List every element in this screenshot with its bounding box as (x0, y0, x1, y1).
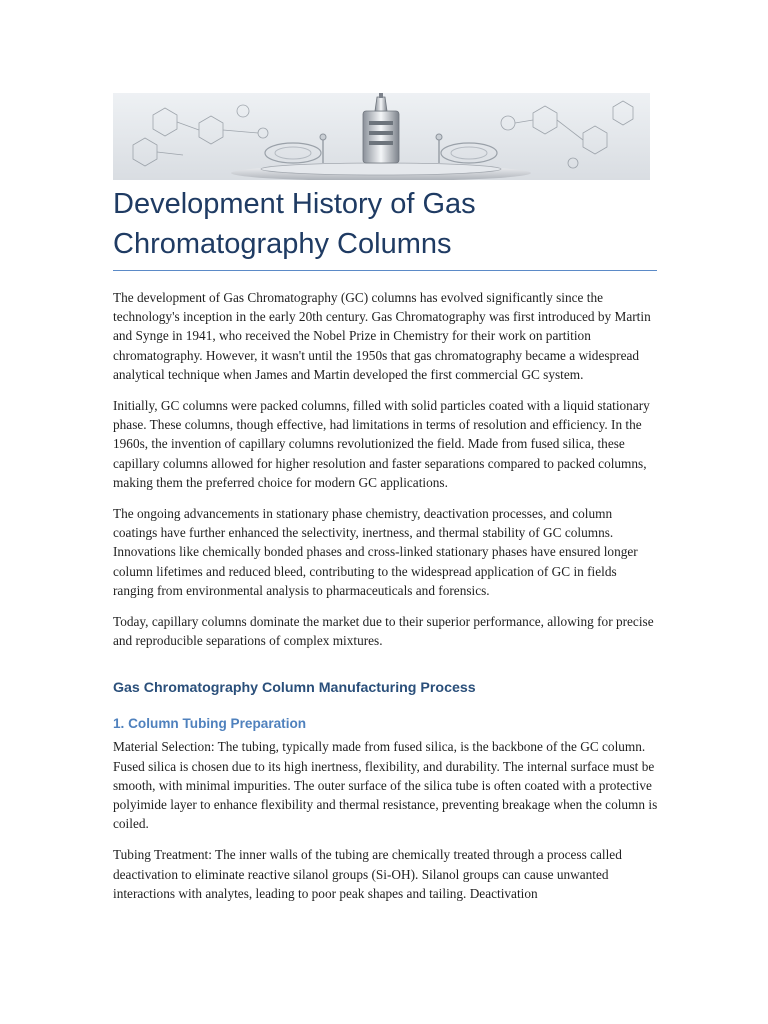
page-title: Development History of Gas Chromatography Columns (113, 184, 657, 271)
subsection-heading: 1. Column Tubing Preparation (113, 716, 307, 732)
intro-paragraph: The ongoing advancements in stationary phase chemistry, deactivation processes, and column coatings have further enhanced the selectivity, inertness, and thermal stability of GC columns. Innovations like chemically bonded phases and cross-linked stationary phases have ensured longer column lifetimes and reduced bleed, contributing to the widespread application of GC in fields ranging from environmental analysis to pharmaceuticals and forensics. (113, 506, 638, 598)
subsection-paragraph: Material Selection: The tubing, typically made from fused silica, is the backbone of the GC column. Fused silica is chosen due to its high inertness, flexibility, and durability. The internal surface must be smooth, with minimal impurities. The outer surface of the silica tube is often coated with a protective polyimide layer to enhance flexibility and thermal resistance, preventing breakage when the column is coiled. (113, 739, 658, 832)
subsection-paragraph: Tubing Treatment: The inner walls of the tubing are chemically treated through a process called deactivation to eliminate reactive silanol groups (Si-OH). Silanol groups can cause unwanted interactions with analytes, leading to poor peak shapes and tailing. Deactivation (113, 847, 622, 901)
intro-paragraph: Today, capillary columns dominate the market due to their superior performance, allowing for precise and reproducible separations of complex mixtures. (113, 614, 654, 649)
gas-chromatography-apparatus-illustration (113, 93, 650, 180)
document-page (113, 93, 658, 915)
intro-paragraph: The development of Gas Chromatography (GC) columns has evolved significantly since the technology's inception in the early 20th century. Gas Chromatography was first introduced by Martin and Synge in 1941, who received the Nobel Prize in Chemistry for their work on partition chromatography. However, it wasn't until the 1950s that gas chromatography became a widespread analytical technique when James and Martin developed the first commercial GC system. (113, 290, 651, 382)
intro-section (113, 288, 658, 650)
intro-paragraph: Initially, GC columns were packed columns, filled with solid particles coated with a liquid stationary phase. These columns, though effective, had limitations in terms of resolution and efficiency. In the 1960s, the invention of capillary columns revolutionized the field. Made from fused silica, these capillary columns allowed for higher resolution and faster separations compared to packed columns, making them the preferred choice for modern GC applications. (113, 398, 650, 490)
section-heading: Gas Chromatography Column Manufacturing Process (113, 680, 476, 697)
